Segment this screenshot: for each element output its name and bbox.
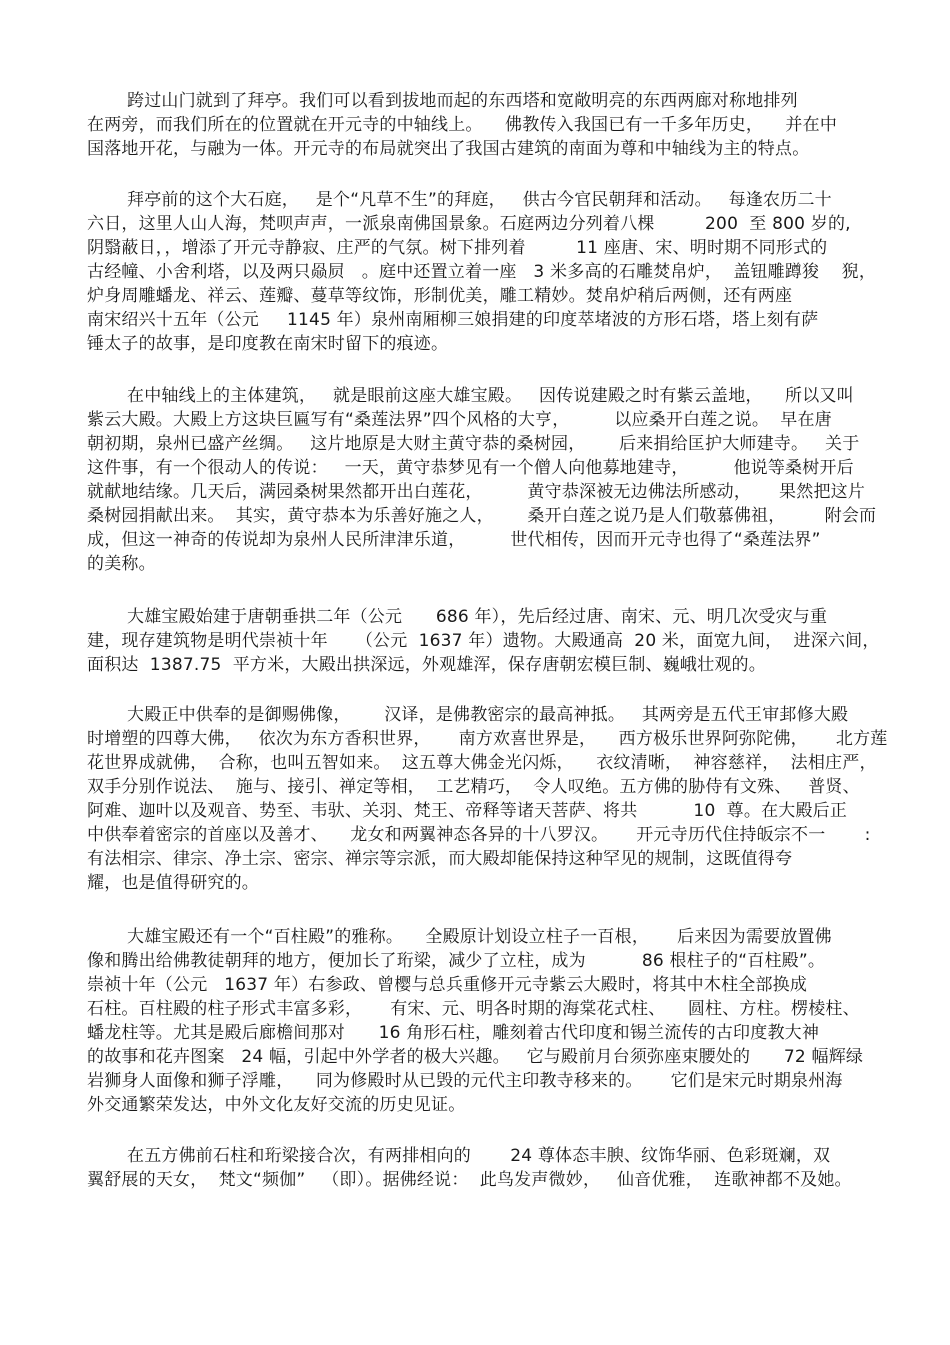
text-line: 紫云大殿。大殿上方这块巨匾写有“桑莲法界”四个风格的大亨， 以应桑开白莲之说。 早在唐 (87, 410, 832, 430)
text-line: 这件事，有一个很动人的传说： 一天，黄守恭梦见有一个僧人向他募地建寺， 他说等桑树开后 (87, 458, 854, 478)
text-line: 在五方佛前石柱和珩梁接合次，有两排相向的 24 尊体态丰腴、纹饰华丽、色彩斑斓，双 (127, 1146, 831, 1166)
text-line: 朝初期，泉州已盛产丝绸。 这片地原是大财主黄守恭的桑树园， 后来捐给匡护大师建寺。 关于 (87, 434, 860, 454)
text-line: 的故事和花卉图案 24 幅，引起中外学者的极大兴趣。 它与殿前月台须弥座束腰处的 72 幅辉绿 (87, 1047, 864, 1067)
text-line: 在两旁，而我们所在的位置就在开元寺的中轴线上。 佛教传入我国已有一千多年历史， 并在中 (87, 115, 838, 135)
text-line: 中供奉着密宗的首座以及善才、 龙女和两翼神态各异的十八罗汉。 开元寺历代住持皈宗不一 : (87, 825, 871, 845)
text-line: 桑树园捐献出来。 其实，黄守恭本为乐善好施之人， 桑开白莲之说乃是人们敬慕佛祖， 附会而 (87, 506, 877, 526)
text-line: 有法相宗、律宗、净土宗、密宗、禅宗等宗派，而大殿却能保持这种罕见的规制，这既值得夸 (87, 849, 793, 869)
text-line: 翼舒展的天女， 梵文“频伽” （即）。据佛经说： 此鸟发声微妙， 仙音优雅， 连歌神都不及她。 (87, 1170, 852, 1190)
text-line: 古经幢、小舍利塔，以及两只赑屃 。庭中还置立着一座 3 米多高的石雕焚帛炉， 盖钮雕蹲狻 猊， (87, 262, 877, 282)
text-line: 炉身周雕蟠龙、祥云、莲瓣、蔓草等纹饰，形制优美，雕工精妙。焚帛炉稍后两侧，还有两座 (87, 286, 793, 306)
text-line: 大雄宝殿还有一个“百柱殿”的雅称。 全殿原计划设立柱子一百根， 后来因为需要放置佛 (127, 927, 832, 947)
text-line: 阿难、迦叶以及观音、势至、韦驮、关羽、梵王、帝释等诸天菩萨、将共 10 尊。在大殿后正 (87, 801, 848, 821)
text-line: 大雄宝殿始建于唐朝垂拱二年（公元 686 年），先后经过唐、南宋、元、明几次受灾与重 (127, 607, 828, 627)
text-line: 大殿正中供奉的是御赐佛像， 汉译，是佛教密宗的最高神抵。 其两旁是五代王审邽修大殿 (127, 705, 849, 725)
text-line: 阴翳蔽日，，增添了开元寺静寂、庄严的气氛。树下排列着 11 座唐、宋、明时期不同形式的 (87, 238, 828, 258)
text-line: 蟠龙柱等。尤其是殿后廊檐间那对 16 角形石柱，雕刻着古代印度和锡兰流传的古印度教大神 (87, 1023, 820, 1043)
text-line: 时增塑的四尊大佛， 依次为东方香积世界， 南方欢喜世界是， 西方极乐世界阿弥陀佛， 北方莲 (87, 729, 888, 749)
text-line: 面积达 1387.75 平方米，大殿出拱深远，外观雄浑，保存唐朝宏模巨制、巍峨壮观的。 (87, 655, 766, 675)
text-line: 石柱。百柱殿的柱子形式丰富多彩， 有宋、元、明各时期的海棠花式柱、 圆柱、方柱。楞棱柱、 (87, 999, 860, 1019)
text-line: 外交通繁荣发达，中外文化友好交流的历史见证。 (87, 1095, 466, 1115)
text-line: 跨过山门就到了拜亭。我们可以看到拔地而起的东西塔和宽敞明亮的东西两廊对称地排列 (127, 91, 798, 111)
text-line: 双手分别作说法、 施与、接引、禅定等相， 工艺精巧， 令人叹绝。五方佛的胁侍有文殊、 普贤、 (87, 777, 860, 797)
text-line: 岩狮身人面像和狮子浮雕， 同为修殿时从已毁的元代主印教寺移来的。 它们是宋元时期泉州海 (87, 1071, 843, 1091)
text-line: 崇祯十年（公元 1637 年）右参政、曾樱与总兵重修开元寺紫云大殿时，将其中木柱全部换成 (87, 975, 808, 995)
text-line: 像和腾出给佛教徒朝拜的地方，便加长了珩梁，减少了立柱，成为 86 根柱子的“百柱殿”。 (87, 951, 826, 971)
text-line: 的美称。 (87, 554, 156, 574)
text-line: 南宋绍兴十五年（公元 1145 年）泉州南厢柳三娘捐建的印度萃堵波的方形石塔，塔上刻有萨 (87, 310, 819, 330)
text-line: 在中轴线上的主体建筑， 就是眼前这座大雄宝殿。 因传说建殿之时有紫云盖地， 所以又叫 (127, 386, 854, 406)
text-line: 建，现存建筑物是明代崇祯十年 （公元 1637 年）遗物。大殿通高 20 米，面宽九间， 进深六间， (87, 631, 880, 651)
text-line: 耀，也是值得研究的。 (87, 873, 259, 893)
text-line: 国落地开花，与融为一体。开元寺的布局就突出了我国古建筑的南面为尊和中轴线为主的特点。 (87, 139, 810, 159)
text-line: 就献地结缘。几天后，满园桑树果然都开出白莲花， 黄守恭深被无边佛法所感动， 果然把这片 (87, 482, 866, 502)
text-line: 锤太子的故事，是印度教在南宋时留下的痕迹。 (87, 334, 449, 354)
text-line: 六日，这里人山人海，梵呗声声，一派泉南佛国景象。石庭两边分列着八棵 200 至 800 岁的, (87, 214, 851, 234)
text-line: 拜亭前的这个大石庭， 是个“凡草不生”的拜庭， 供古今官民朝拜和活动。 每逢农历二十 (127, 190, 832, 210)
text-line: 成，但这一神奇的传说却为泉州人民所津津乐道， 世代相传，因而开元寺也得了“桑莲法界” (87, 530, 821, 550)
text-line: 花世界成就佛， 合称，也叫五智如来。 这五尊大佛金光闪烁， 衣纹清晰， 神容慈祥， 法相庄严， (87, 753, 877, 773)
